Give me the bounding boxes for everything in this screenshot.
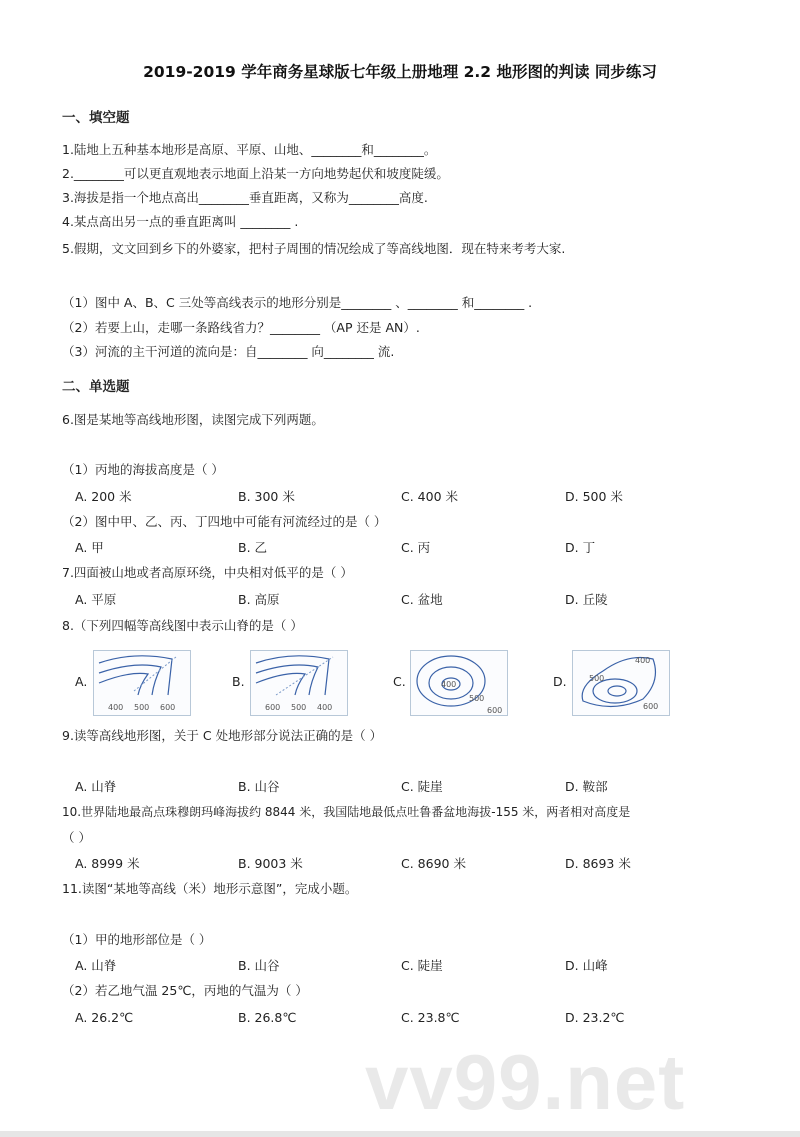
section-heading-fill-blank: 一、填空题 — [62, 110, 130, 126]
question-7: 7.四面被山地或者高原环绕，中央相对低平的是（ ） — [62, 565, 353, 580]
option-d: D. 丘陵 — [565, 592, 608, 607]
option-a: A. 甲 — [75, 540, 104, 555]
option-c: C. 陡崖 — [401, 779, 443, 794]
option-c: C. 陡崖 — [401, 958, 443, 973]
option-c: C. 盆地 — [401, 592, 443, 607]
question-6: 6.图是某地等高线地形图，读图完成下列两题。 — [62, 412, 324, 427]
option-d: D. 鞍部 — [565, 779, 608, 794]
option-a: A. 山脊 — [75, 779, 117, 794]
figure-label-b: B. — [232, 674, 245, 689]
contour-label: 400 — [441, 680, 457, 689]
contour-label: 400 — [108, 703, 124, 712]
contour-map-b — [250, 650, 348, 716]
option-d: D. 500 米 — [565, 489, 623, 504]
question-5-sub-1: （1）图中 A、B、C 三处等高线表示的地形分别是________ 、________ 和________ . — [62, 295, 533, 310]
option-d: D. 8693 米 — [565, 856, 631, 871]
option-b: B. 300 米 — [238, 489, 295, 504]
option-c: C. 23.8℃ — [401, 1010, 460, 1025]
page-title: 2019-2019 学年商务星球版七年级上册地理 2.2 地形图的判读 同步练习 — [143, 63, 657, 81]
question-10-bracket: （ ） — [62, 830, 91, 845]
contour-label: 600 — [487, 706, 503, 715]
option-a: A. 山脊 — [75, 958, 117, 973]
contour-label: 500 — [291, 703, 307, 712]
watermark: vv99.net — [365, 1038, 686, 1126]
option-c: C. 8690 米 — [401, 856, 466, 871]
question-5-sub-3: （3）河流的主干河道的流向是：自________ 向________ 流. — [62, 344, 395, 359]
question-1: 1.陆地上五种基本地形是高原、平原、山地、________和________。 — [62, 142, 437, 157]
page-bottom-edge — [0, 1131, 800, 1137]
contour-map-d — [572, 650, 670, 716]
option-a: A. 平原 — [75, 592, 117, 607]
contour-label: 500 — [134, 703, 150, 712]
figure-label-a: A. — [75, 674, 88, 689]
option-a: A. 200 米 — [75, 489, 132, 504]
option-b: B. 山谷 — [238, 779, 280, 794]
contour-label: 400 — [317, 703, 333, 712]
option-b: B. 山谷 — [238, 958, 280, 973]
contour-label: 600 — [265, 703, 281, 712]
option-c: C. 丙 — [401, 540, 431, 555]
question-11-sub-2: （2）若乙地气温 25℃，丙地的气温为（ ） — [62, 983, 308, 998]
option-b: B. 9003 米 — [238, 856, 303, 871]
option-a: A. 26.2℃ — [75, 1010, 134, 1025]
contour-label: 500 — [469, 694, 485, 703]
contour-map-a — [93, 650, 191, 716]
question-8: 8.（下列四幅等高线图中表示山脊的是（ ） — [62, 618, 303, 633]
contour-label: 400 — [635, 656, 651, 665]
question-5: 5.假期，文文回到乡下的外婆家，把村子周围的情况绘成了等高线地图．现在特来考考大家. — [62, 241, 566, 256]
option-d: D. 23.2℃ — [565, 1010, 625, 1025]
option-d: D. 山峰 — [565, 958, 608, 973]
contour-lines — [251, 651, 347, 715]
question-11: 11.读图“某地等高线（米）地形示意图”，完成小题。 — [62, 881, 358, 896]
contour-lines — [94, 651, 190, 715]
question-11-sub-1: （1）甲的地形部位是（ ） — [62, 932, 212, 947]
option-d: D. 丁 — [565, 540, 596, 555]
contour-lines — [411, 651, 507, 715]
question-4: 4.某点高出另一点的垂直距离叫 ________ . — [62, 214, 299, 229]
figure-label-c: C. — [393, 674, 406, 689]
contour-lines — [573, 651, 669, 715]
contour-label: 500 — [589, 674, 605, 683]
contour-label: 600 — [643, 702, 659, 711]
question-3: 3.海拔是指一个地点高出________垂直距离，又称为________高度. — [62, 190, 428, 205]
figure-label-d: D. — [553, 674, 567, 689]
question-10: 10.世界陆地最高点珠穆朗玛峰海拔约 8844 米，我国陆地最低点吐鲁番盆地海拔-155 米，两者相对高度是 — [62, 805, 631, 819]
contour-label: 600 — [160, 703, 176, 712]
option-c: C. 400 米 — [401, 489, 459, 504]
question-2: 2.________可以更直观地表示地面上沿某一方向地势起伏和坡度陡缓。 — [62, 166, 449, 181]
option-b: B. 高原 — [238, 592, 280, 607]
contour-map-c — [410, 650, 508, 716]
question-6-sub-2: （2）图中甲、乙、丙、丁四地中可能有河流经过的是（ ） — [62, 514, 387, 529]
section-heading-single-choice: 二、单选题 — [62, 379, 130, 395]
question-5-sub-2: （2）若要上山，走哪一条路线省力？________ （AP 还是 AN）. — [62, 320, 420, 335]
option-b: B. 26.8℃ — [238, 1010, 297, 1025]
option-b: B. 乙 — [238, 540, 268, 555]
option-a: A. 8999 米 — [75, 856, 140, 871]
question-9: 9.读等高线地形图，关于 C 处地形部分说法正确的是（ ） — [62, 728, 383, 743]
question-6-sub-1: （1）丙地的海拔高度是（ ） — [62, 462, 224, 477]
